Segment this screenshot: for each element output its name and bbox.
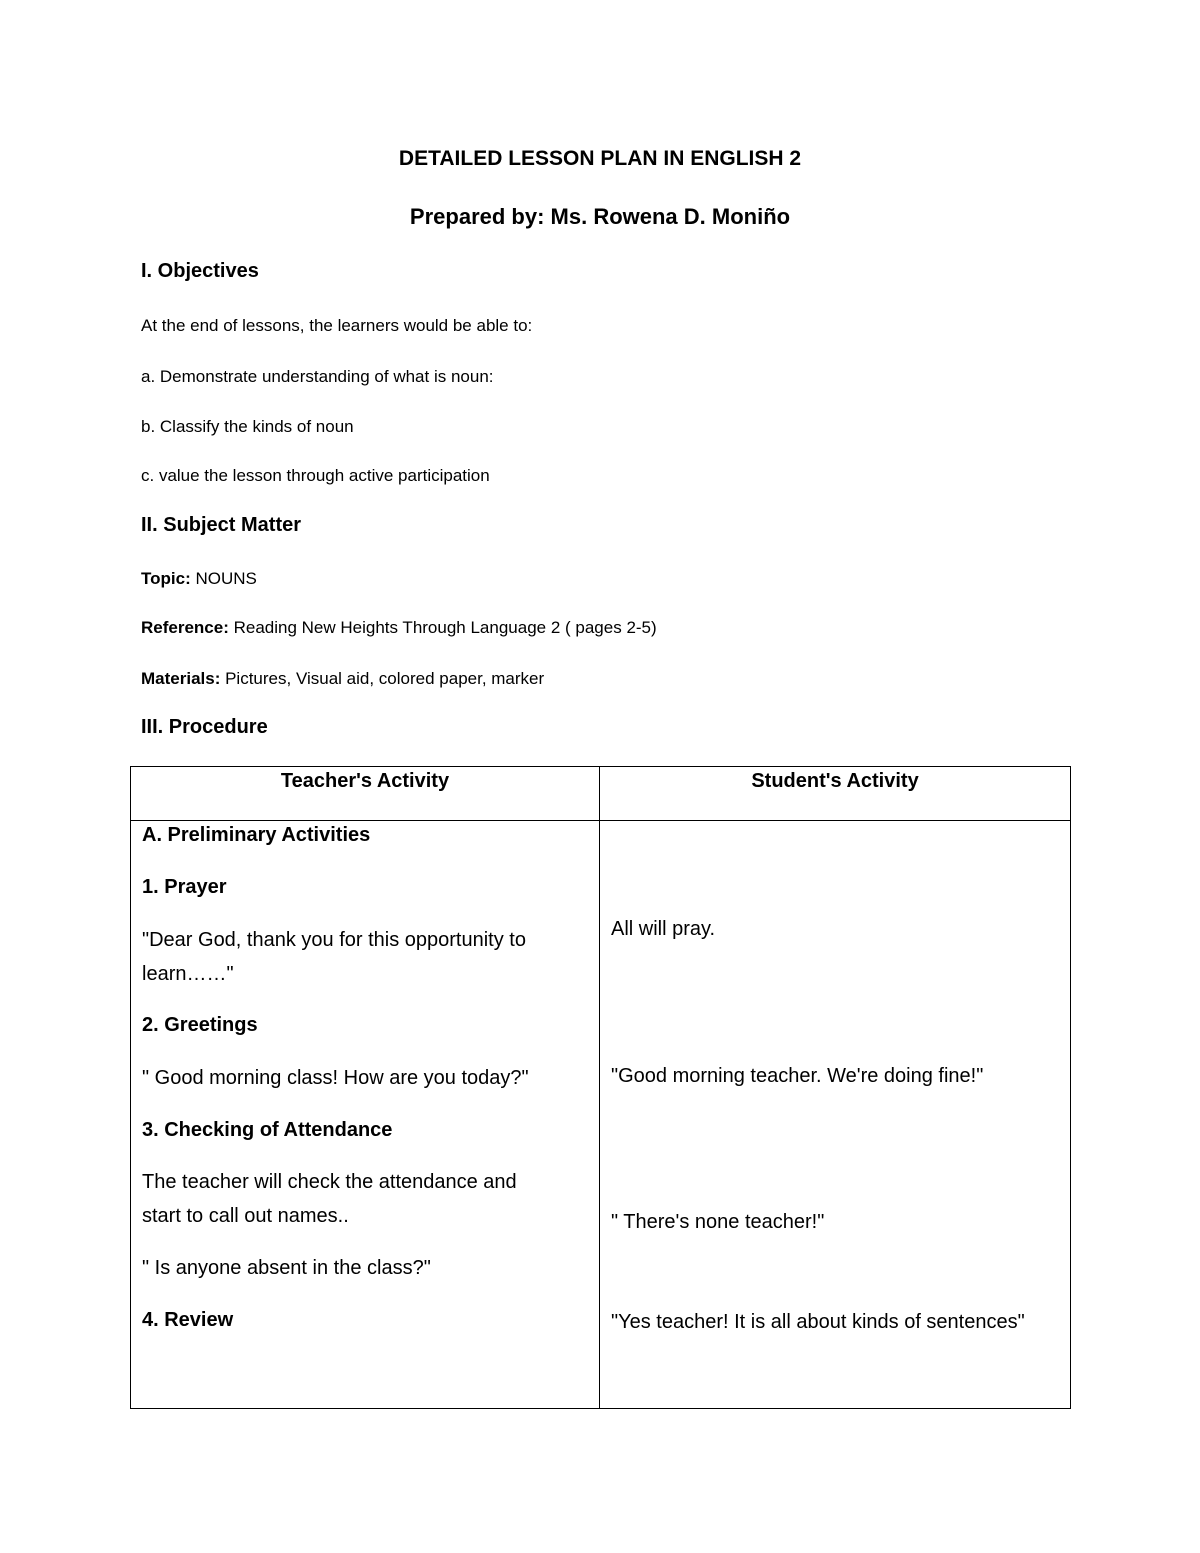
attendance-response: " There's none teacher!" <box>611 1211 825 1233</box>
objectives-heading: I. Objectives <box>141 260 259 282</box>
greetings-response: "Good morning teacher. We're doing fine!" <box>611 1065 984 1087</box>
teacher-activity-header: Teacher's Activity <box>280 770 450 792</box>
topic-value: NOUNS <box>190 569 257 588</box>
prayer-response: All will pray. <box>611 918 716 940</box>
materials-label: Materials: <box>141 669 221 688</box>
review-label: 4. Review <box>142 1309 234 1331</box>
objective-item-c: c. value the lesson through active participation <box>141 466 490 485</box>
materials-line <box>141 669 544 689</box>
prayer-text-line-1: "Dear God, thank you for this opportunity to <box>142 929 526 951</box>
prayer-label: 1. Prayer <box>142 876 227 898</box>
reference-label: Reference: <box>141 618 229 637</box>
table-header-divider <box>130 820 1071 821</box>
subject-matter-heading: II. Subject Matter <box>141 514 302 536</box>
objectives-intro: At the end of lessons, the learners would be able to: <box>141 316 533 335</box>
procedure-heading: III. Procedure <box>141 716 268 738</box>
attendance-question: " Is anyone absent in the class?" <box>142 1257 431 1279</box>
reference-line <box>141 618 657 638</box>
attendance-label: 3. Checking of Attendance <box>142 1119 393 1141</box>
topic-label: Topic: <box>141 569 191 588</box>
greetings-text: " Good morning class! How are you today?" <box>142 1067 529 1089</box>
table-column-divider <box>599 766 600 1409</box>
review-response: "Yes teacher! It is all about kinds of sentences" <box>611 1311 1025 1333</box>
reference-value: Reading New Heights Through Language 2 ( pages 2-5) <box>228 618 657 637</box>
objective-item-a: a. Demonstrate understanding of what is noun: <box>141 367 494 386</box>
attendance-text-line-2: start to call out names.. <box>142 1205 349 1227</box>
greetings-label: 2. Greetings <box>142 1014 258 1036</box>
document-title: DETAILED LESSON PLAN IN ENGLISH 2 <box>398 147 802 170</box>
materials-value: Pictures, Visual aid, colored paper, marker <box>220 669 545 688</box>
attendance-text-line-1: The teacher will check the attendance and <box>142 1171 517 1193</box>
preliminary-activities-label: A. Preliminary Activities <box>142 824 371 846</box>
student-activity-header: Student's Activity <box>751 770 919 792</box>
objective-item-b: b. Classify the kinds of noun <box>141 417 354 436</box>
topic-line <box>141 569 257 589</box>
prayer-text-line-2: learn……" <box>142 963 234 985</box>
prepared-by: Prepared by: Ms. Rowena D. Moniño <box>409 204 791 229</box>
